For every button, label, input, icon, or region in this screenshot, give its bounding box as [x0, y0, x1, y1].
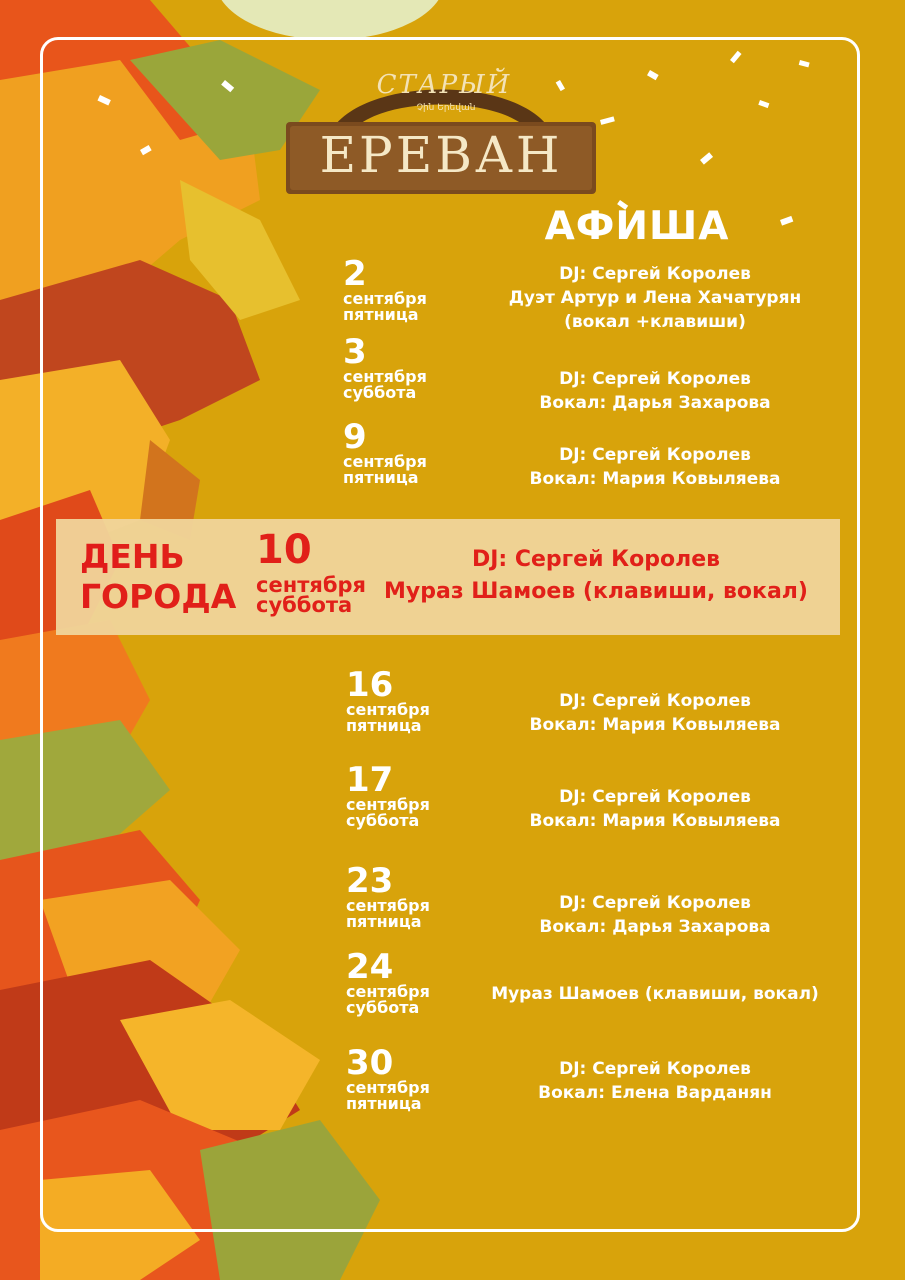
event-day: 30 [346, 1043, 394, 1083]
performer-line: DJ: Сергей Королев [559, 264, 751, 284]
performer-line: DJ: Сергей Королев [559, 369, 751, 389]
performer-line: DJ: Сергей Королев [559, 787, 751, 807]
event-date [346, 760, 430, 830]
performer-line: (вокал +клавиши) [564, 312, 746, 332]
event-day: 16 [346, 665, 394, 705]
special-day: 10 [256, 527, 312, 573]
event-month: сентября [343, 289, 427, 308]
event-performers [465, 785, 845, 833]
event-weekday: суббота [343, 383, 417, 402]
performer-line: DJ: Сергей Королев [559, 445, 751, 465]
event-performers [465, 1057, 845, 1105]
performer-line: Дуэт Артур и Лена Хачатурян [508, 288, 802, 308]
event-date [346, 947, 430, 1017]
event-day: 2 [343, 254, 367, 294]
event-weekday: пятница [346, 716, 422, 735]
event-date [346, 1043, 430, 1113]
performer-line: DJ: Сергей Королев [559, 893, 751, 913]
performer-line: Вокал: Дарья Захарова [539, 393, 771, 413]
city-day-highlight [56, 519, 840, 635]
event-weekday: пятница [343, 305, 419, 324]
event-day: 3 [343, 332, 367, 372]
event-weekday: пятница [346, 1094, 422, 1113]
performer-line: Вокал: Дарья Захарова [539, 917, 771, 937]
event-weekday: пятница [343, 468, 419, 487]
event-day: 9 [343, 417, 367, 457]
logo-small-line: Չին Երեվան [416, 103, 476, 113]
performer-line: Вокал: Мария Ковыляева [529, 469, 781, 489]
special-label-line2: ГОРОДА [80, 577, 237, 616]
event-date [343, 254, 427, 324]
event-date [343, 417, 427, 487]
event-month: сентября [346, 982, 430, 1001]
event-date [343, 332, 427, 402]
event-month: сентября [346, 700, 430, 719]
performer-line: Вокал: Елена Варданян [538, 1083, 772, 1103]
logo-main-word: ЕРЕВАН [319, 126, 563, 184]
performer-line: DJ: Сергей Королев [559, 691, 751, 711]
logo-top-word: СТАРЫЙ [376, 70, 512, 100]
event-performers [465, 891, 845, 939]
event-performers [465, 262, 845, 334]
page-title: АФИША [544, 204, 730, 249]
performer-line: Мураз Шамоев (клавиши, вокал) [491, 984, 819, 1004]
event-performers [465, 689, 845, 737]
event-date [346, 665, 430, 735]
event-day: 24 [346, 947, 394, 987]
event-weekday: суббота [346, 811, 420, 830]
performer-line: DJ: Сергей Королев [559, 1059, 751, 1079]
event-performers [465, 982, 845, 1006]
performer-line: Вокал: Мария Ковыляева [529, 715, 781, 735]
event-performers [465, 367, 845, 415]
special-weekday: суббота [256, 593, 353, 617]
event-day: 23 [346, 861, 394, 901]
event-date [346, 861, 430, 931]
event-month: сентября [346, 1078, 430, 1097]
event-month: сентября [343, 367, 427, 386]
special-line2: Мураз Шамоев (клавиши, вокал) [384, 579, 808, 604]
event-performers [465, 443, 845, 491]
event-weekday: суббота [346, 998, 420, 1017]
event-month: сентября [346, 795, 430, 814]
special-line1: DJ: Сергей Королев [471, 547, 721, 572]
event-day: 17 [346, 760, 394, 800]
event-month: сентября [343, 452, 427, 471]
pale-circle-decoration [215, 0, 445, 40]
special-month: сентября [256, 573, 367, 597]
special-label-line1: ДЕНЬ [80, 537, 185, 576]
event-month: сентября [346, 896, 430, 915]
performer-line: Вокал: Мария Ковыляева [529, 811, 781, 831]
event-weekday: пятница [346, 912, 422, 931]
logo [286, 52, 596, 198]
